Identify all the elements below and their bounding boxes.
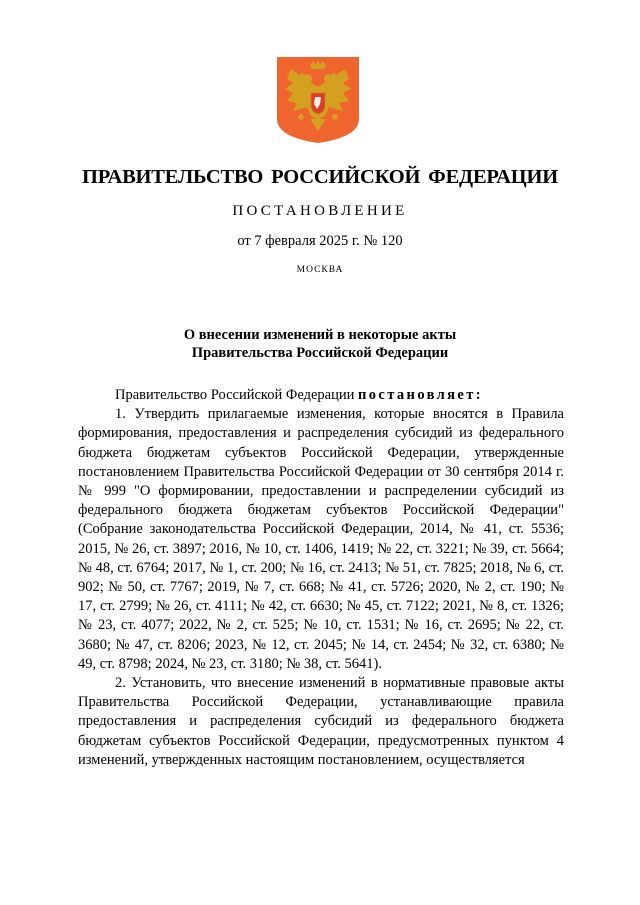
preamble-text: Правительство Российской Федерации (115, 387, 358, 403)
document-title-line-1: О внесении изменений в некоторые акты (183, 327, 457, 343)
document-title (0, 326, 640, 362)
preamble-verb: постановляет: (357, 387, 484, 403)
paragraph-1: 1. Утвердить прилагаемые изменения, которые вносятся в Правила формирования, предоставления и распределения субсидий из федерального бюджета бюджетам субъектов Российской Федерации, утвержденные постановлением Правительства Российской Федерации от 30 сентября 2014 г. № 999 "О формировании, предоставлении и распределении субсидий из федерального бюджета бюджетам субъектов Российской Федерации" (Собрание законодательства Российской Федерации, 2014, № 41, ст. 5536; 2015, № 26, ст. 3897; 2016, № 10, ст. 1406, 1419; № 22, ст. 3221; № 39, ст. 5664; № 48, ст. 6764; 2017, № 1, ст. 200; № 16, ст. 2413; № 51, ст. 7825; 2018, № 6, ст. 902; № 50, ст. 7767; 2019, № 7, ст. 668; № 41, ст. 5726; 2020, № 2, ст. 190; № 17, ст. 2799; № 26, ст. 4111; № 42, ст. 6630; № 45, ст. 7122; 2021, № 8, ст. 1326; № 23, ст. 4077; 2022, № 2, ст. 525; № 10, ст. 1531; № 16, ст. 2695; № 22, ст. 3680; № 47, ст. 8206; 2023, № 12, ст. 2045; № 14, ст. 2454; № 32, ст. 6380; № 49, ст. 8798; 2024, № 23, ст. 3180; № 38, ст. 5641). (78, 406, 564, 672)
document-title-line-2: Правительства Российской Федерации (191, 345, 449, 361)
document-type: ПОСТАНОВЛЕНИЕ (232, 203, 408, 219)
document-date-number: от 7 февраля 2025 г. № 120 (237, 233, 403, 249)
preamble (78, 386, 564, 405)
coat-of-arms-icon (277, 57, 359, 143)
government-title: ПРАВИТЕЛЬСТВО РОССИЙСКОЙ ФЕДЕРАЦИИ (82, 166, 558, 188)
paragraph-2: 2. Установить, что внесение изменений в нормативные правовые акты Правительства Российской Федерации, устанавливающие правила предоставления и распределения субсидий из федерального бюджета бюджетам субъектов Российской Федерации, предусмотренных пунктом 4 изменений, утвержденных настоящим постановлением, осуществляется (78, 675, 564, 768)
document-body (78, 386, 564, 770)
document-city: МОСКВА (296, 265, 344, 275)
